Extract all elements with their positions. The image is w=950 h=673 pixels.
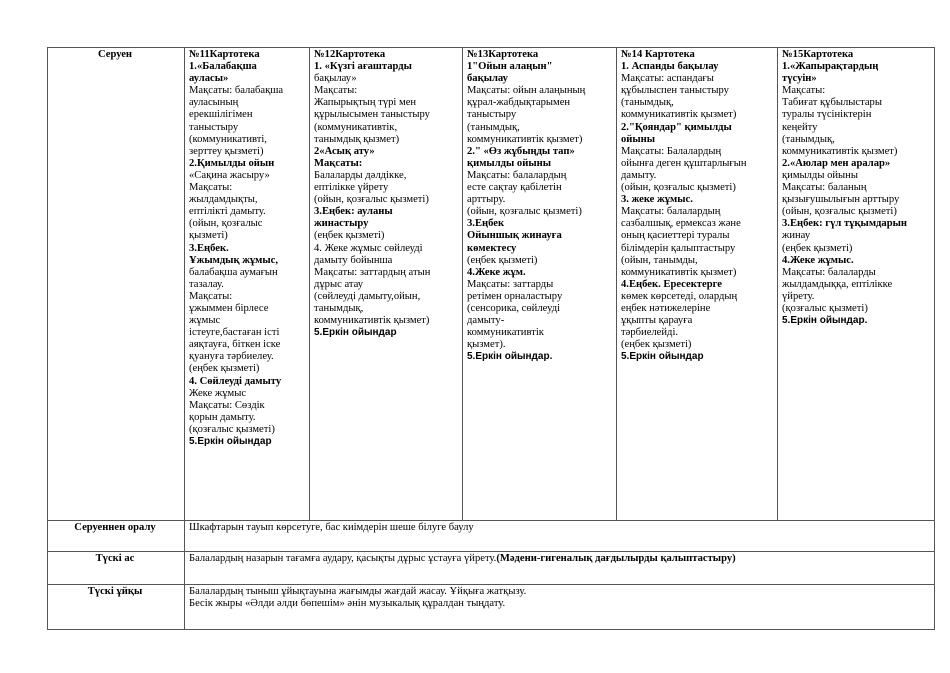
- card-line: Мақсаты:: [189, 182, 233, 194]
- card-line: коммуникативтік қызмет): [621, 109, 737, 121]
- card-line: (ойын, қозғалыс қызметі): [467, 206, 582, 218]
- lunch-text-bold: (Мәдени-гигеналық дағдылырды қалыптастыру): [496, 553, 736, 564]
- card-line: жұмыс: [189, 315, 221, 327]
- card-line: 4. Сөйлеуді дамыту: [189, 375, 282, 387]
- card-line: қуануға тәрбиелеу.: [189, 351, 274, 363]
- card-line: 1.«Балабақша: [189, 61, 257, 73]
- card-line: ауласының: [189, 97, 239, 109]
- card-line: Мақсаты: балалардың: [621, 206, 721, 218]
- return-row-text: Шкафтарын тауып көрсетуге, бас киімдерін шеше білуге баулу: [185, 521, 935, 552]
- card-line: №13Картотека: [467, 49, 539, 60]
- card-line: дамыту-: [467, 315, 505, 327]
- card-line: №11Картотека: [189, 49, 260, 60]
- card-line: көмек көрсетеді, олардың: [621, 290, 738, 302]
- nap-line-1: Балалардың тыныш ұйықтауына жағымды жағдай жасау. Ұйқыға жатқызу.: [189, 586, 527, 597]
- card-line: 4.Жеке жұм.: [467, 266, 526, 278]
- card-line: жинастыру: [314, 218, 369, 230]
- card-line: туралы түсініктерін: [782, 109, 872, 121]
- card-line: сазбалшық, ермексаз және: [621, 218, 741, 230]
- card-line: ептілікке үйрету: [314, 182, 389, 194]
- card-line: ерекшілігімен: [189, 109, 253, 121]
- card-line: дұрыс атау: [314, 278, 364, 290]
- card-line: (ойын, қозғалыс қызметі): [621, 182, 736, 194]
- card-13-cell: [463, 48, 617, 521]
- card-line: Мақсаты: балалардың: [467, 169, 567, 181]
- card-14-cell: [617, 48, 778, 521]
- card-line: үйрету.: [782, 290, 815, 302]
- card-line: есте сақтау қабілетін: [467, 182, 562, 194]
- card-line: Мақсаты:: [314, 85, 358, 97]
- card-line: көмектесу: [467, 242, 517, 254]
- card-line: қызығушылығын арттыру: [782, 194, 900, 206]
- card-line: ұқыпты қарауға: [621, 315, 693, 327]
- return-row: [48, 521, 935, 552]
- card-line: №12Картотека: [314, 49, 386, 60]
- card-line: (еңбек қызметі): [467, 254, 538, 266]
- card-line: қызмет).: [467, 339, 506, 351]
- walk-row: [48, 48, 935, 521]
- card-line: Мақсаты: аспандағы: [621, 73, 714, 85]
- card-line: зерттеу қызметі): [189, 145, 264, 157]
- card-line: қорын дамыту.: [189, 411, 256, 423]
- card-line: құрылысымен таныстыру: [314, 109, 430, 121]
- card-line: Табиғат құбылыстары: [782, 97, 882, 109]
- card-line: Мақсаты:: [189, 290, 233, 302]
- nap-row-text: [185, 585, 935, 630]
- card-line: Мақсаты: заттарды: [467, 278, 554, 290]
- return-row-header: Серуеннен оралу: [48, 521, 185, 552]
- card-line: (сенсорика, сөйлеуді: [467, 302, 561, 314]
- card-line: 2.Қимылды ойын: [189, 157, 275, 169]
- card-line: ептілікті дамыту.: [189, 206, 266, 218]
- card-line: балабақша аумағын: [189, 266, 278, 278]
- card-line: 5.Еркін ойындар: [189, 436, 272, 447]
- card-line: Ұжымдық жұмыс,: [189, 254, 279, 266]
- card-line: ойыны: [621, 133, 656, 145]
- card-line: 1"Ойын алаңын": [467, 61, 553, 73]
- nap-row-header: Түскі ұйқы: [48, 585, 185, 630]
- card-line: ауласы»: [189, 73, 229, 85]
- card-line: жылдамдыққа, ептілікке: [782, 278, 893, 290]
- card-line: (танымдық,: [621, 97, 674, 109]
- card-line: дамыту бойынша: [314, 254, 393, 266]
- card-line: Мақсаты: Сөздік: [189, 399, 265, 411]
- card-line: коммуникативтік қызмет): [314, 315, 430, 327]
- card-line: құбылыспен таныстыру: [621, 85, 729, 97]
- card-line: 1.«Жапырақтардың: [782, 61, 879, 73]
- card-line: түсуін»: [782, 73, 817, 85]
- card-line: оның қасиеттері туралы: [621, 230, 730, 242]
- lunch-row: [48, 552, 935, 585]
- card-line: (коммуникативтік,: [314, 121, 398, 133]
- card-line: 3.Еңбек.: [189, 242, 229, 254]
- card-line: ойынға деген құштарлығын: [621, 157, 747, 169]
- card-line: (ойын, қозғалыс қызметі): [314, 194, 429, 206]
- card-line: Мақсаты: балабақша: [189, 85, 284, 97]
- card-line: коммуникативтік қызмет): [782, 145, 898, 157]
- walk-row-header: Серуен: [48, 48, 185, 521]
- card-line: 4. Жеке жұмыс сөйлеуді: [314, 242, 423, 254]
- card-line: 2«Асық ату»: [314, 145, 375, 157]
- card-line: тәрбиелейді.: [621, 327, 679, 339]
- card-line: Мақсаты: ойын алаңының: [467, 85, 586, 97]
- card-line: (қозғалыс қызметі): [782, 302, 868, 314]
- card-line: танымдық қызмет): [314, 133, 400, 145]
- card-line: жинау: [782, 230, 811, 242]
- card-line: (еңбек қызметі): [782, 242, 853, 254]
- card-line: (еңбек қызметі): [314, 230, 385, 242]
- card-line: Мақсаты: Балалардың: [621, 145, 722, 157]
- card-line: (танымдық,: [782, 133, 835, 145]
- card-line: (ойын, қозғалыс қызметі): [782, 206, 897, 218]
- card-line: кеңейту: [782, 121, 818, 133]
- card-line: (сөйлеуді дамыту,ойын,: [314, 290, 421, 302]
- card-line: 4.Еңбек. Ересектерге: [621, 278, 722, 290]
- card-line: қимылды ойыны: [467, 157, 551, 169]
- card-line: Балаларды дәлдікке,: [314, 169, 407, 181]
- card-line: 4.Жеке жұмыс.: [782, 254, 854, 266]
- card-line: ұжыммен бірлесе: [189, 302, 269, 314]
- card-line: таныстыру: [467, 109, 517, 121]
- card-line: Мақсаты: баланың: [782, 182, 867, 194]
- card-line: Жапырықтың түрі мен: [314, 97, 417, 109]
- card-line: істеуге,бастаған істі: [189, 327, 280, 339]
- card-line: №15Картотека: [782, 49, 854, 60]
- card-11-cell: [185, 48, 310, 521]
- card-line: 3.Еңбек: [467, 218, 505, 230]
- card-line: аяқтауға, біткен іске: [189, 339, 281, 351]
- card-line: Мақсаты: балаларды: [782, 266, 876, 278]
- card-line: коммуникативтік қызмет): [621, 266, 737, 278]
- card-15-cell: [778, 48, 935, 521]
- card-line: (қозғалыс қызметі): [189, 423, 275, 435]
- card-line: 1. «Күзгі ағаштарды: [314, 61, 412, 73]
- lunch-row-header: Түскі ас: [48, 552, 185, 585]
- card-line: еңбек нәтижелеріне: [621, 302, 711, 314]
- card-line: дамыту.: [621, 169, 657, 181]
- card-line: білімдерін қалыптастыру: [621, 242, 736, 254]
- lunch-text: Балалардың назарын тағамға аудару, қасықты дұрыс ұстауға үйрету.: [189, 553, 497, 564]
- card-line: арттыру.: [467, 194, 506, 206]
- card-line: коммуникативтік қызмет): [467, 133, 583, 145]
- card-line: 5.Еркін ойындар.: [467, 351, 553, 363]
- card-line: (ойын, қозғалыс: [189, 218, 263, 230]
- card-line: қызметі): [189, 230, 228, 242]
- card-line: 1. Аспанды бақылау: [621, 61, 719, 73]
- card-line: (ойын, танымды,: [621, 254, 698, 266]
- card-line: «Сақина жасыру»: [189, 169, 270, 181]
- card-line: 2."Қояндар" қимылды: [621, 121, 732, 133]
- card-line: Мақсаты:: [782, 85, 826, 97]
- card-line: бақылау»: [314, 73, 357, 85]
- card-line: Жеке жұмыс: [189, 387, 247, 399]
- card-line: Ойыншық жинауға: [467, 230, 562, 242]
- daily-plan-table: [47, 47, 935, 630]
- card-line: 3.Еңбек: гүл тұқымдарын: [782, 218, 907, 230]
- card-line: бақылау: [467, 73, 508, 85]
- card-line: қимылды ойыны: [782, 169, 858, 181]
- card-line: (еңбек қызметі): [621, 339, 692, 351]
- card-line: құрал-жабдықтарымен: [467, 97, 571, 109]
- nap-row: [48, 585, 935, 630]
- card-line: (танымдық,: [467, 121, 520, 133]
- card-line: таныстыру: [189, 121, 239, 133]
- card-line: 2.«Аюлар мен аралар»: [782, 157, 891, 169]
- card-line: (еңбек қызметі): [189, 363, 260, 375]
- card-12-cell: [310, 48, 463, 521]
- card-line: жылдамдықты,: [189, 194, 258, 206]
- card-line: 2." «Өз жұбыңды тап»: [467, 145, 575, 157]
- card-line: коммуникативтік: [467, 327, 544, 339]
- card-line: Мақсаты: заттардың атын: [314, 266, 431, 278]
- card-line: танымдық,: [314, 302, 364, 314]
- card-line: ретімен орналастыру: [467, 290, 563, 302]
- card-line: (коммуникативті,: [189, 133, 267, 145]
- card-line: тазалау.: [189, 278, 224, 290]
- lunch-row-text: [185, 552, 935, 585]
- nap-line-2: Бесік жыры «Әлди әлди бөпешім» әнін музыкалық құралдан тыңдату.: [189, 598, 506, 610]
- card-line: Мақсаты:: [314, 157, 363, 169]
- card-line: 3.Еңбек: ауланы: [314, 206, 393, 218]
- card-line: 3. жеке жұмыс.: [621, 194, 693, 206]
- card-line: 5.Еркін ойындар.: [782, 315, 868, 327]
- card-line: 5.Еркін ойындар: [621, 351, 704, 363]
- card-line: №14 Картотека: [621, 49, 695, 60]
- card-line: 5.Еркін ойындар: [314, 327, 397, 339]
